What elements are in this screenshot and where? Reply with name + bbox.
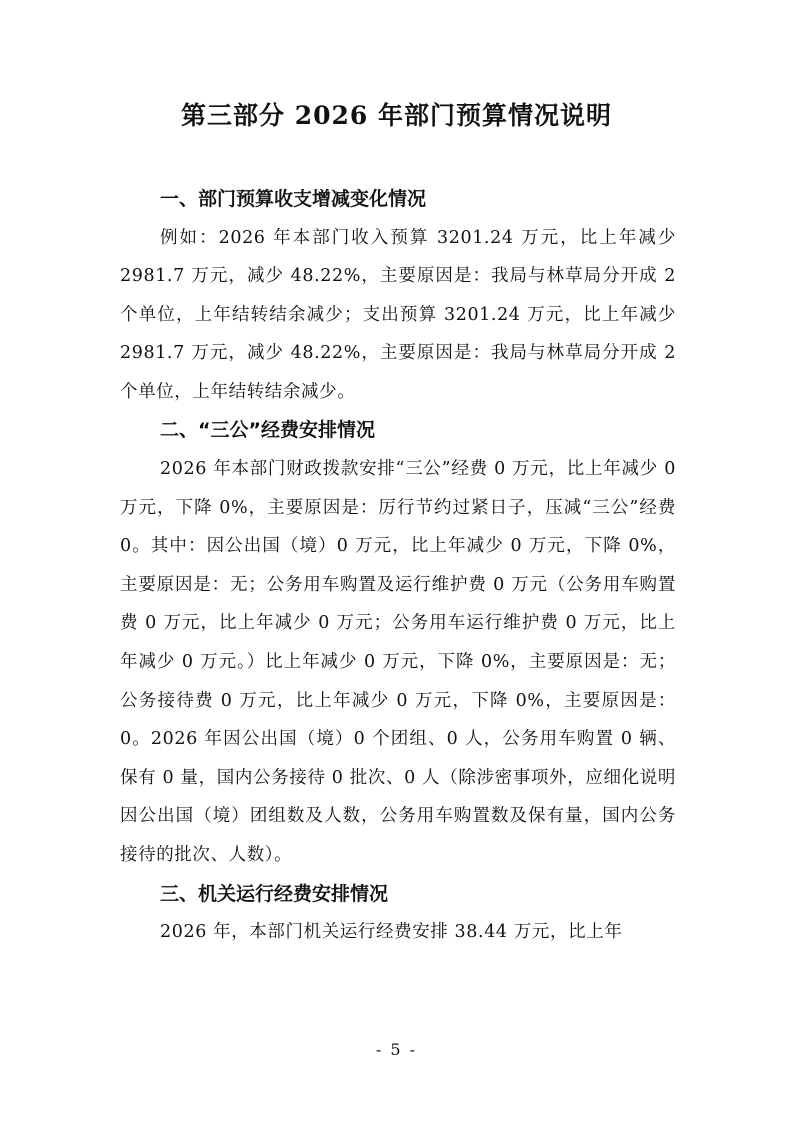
page-number: - 5 - [375,1040,418,1059]
paragraph-budget-changes: 例如：2026 年本部门收入预算 3201.24 万元，比上年减少 2981.7 万元，减少 48.22%，主要原因是：我局与林草局分开成 2 个单位，上年结转结余减少；支出预算 3201.24 万元，比上年减少 2981.7 万元，减少 48.22%，主要原因是：我局与林草局分开成 2 个单位，上年结转结余减少。 [120,227,676,402]
section-heading-three-public-expenses: 二、“三公”经费安排情况 [160,419,375,442]
paragraph-three-public-expenses: 2026 年本部门财政拨款安排“三公”经费 0 万元，比上年减少 0 万元，下降 0%，主要原因是：厉行节约过紧日子，压减“三公”经费 0。其中：因公出国（境）0 万元，比上年减少 0 万元，下降 0%，主要原因是：无；公务用车购置及运行维护费 0 万元（公务用车购置费 0 万元，比上年减少 0 万元；公务用车运行维护费 0 万元，比上年减少 0 万元。）比上年减少 0 万元，下降 0%，主要原因是：无；公务接待费 0 万元，比上年减少 0 万元，下降 0%，主要原因是：0。2026 年因公出国（境）0 个团组、0 人，公务用车购置 0 辆、保有 0 量，国内公务接待 0 批次、0 人（除涉密事项外，应细化说明因公出国（境）团组数及人数，公务用车购置数及保有量，国内公务接待的批次、人数）。 [120,458,676,865]
section-heading-budget-changes: 一、部门预算收支增减变化情况 [160,188,427,210]
document-body [120,180,676,952]
page-title: 第三部分 2026 年部门预算情况说明 [181,101,612,130]
section-heading-operating-expenses: 三、机关运行经费安排情况 [160,882,389,905]
paragraph-operating-expenses: 2026 年，本部门机关运行经费安排 38.44 万元，比上年 [160,922,623,942]
